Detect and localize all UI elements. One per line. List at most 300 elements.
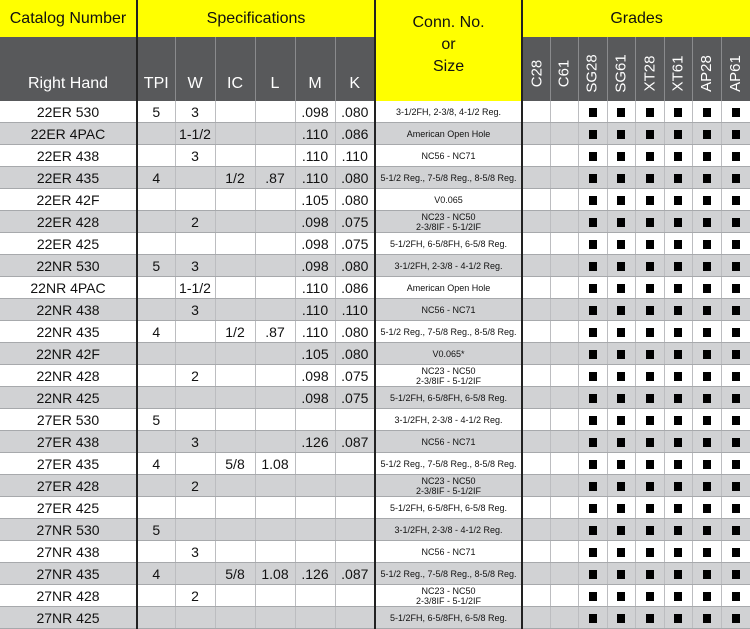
grade-cell-sg61: [607, 233, 635, 255]
spec-cell-ic: 1/2: [215, 321, 255, 343]
square-mark-icon: [674, 108, 682, 117]
spec-cell-w: [175, 343, 215, 365]
spec-cell-k: .110: [335, 299, 375, 321]
spec-cell-m: [295, 453, 335, 475]
square-mark-icon: [617, 130, 625, 139]
spec-cell-ic: 5/8: [215, 453, 255, 475]
table-row: [0, 431, 750, 453]
square-mark-icon: [732, 614, 740, 623]
catalog-number-cell: 22NR 425: [0, 387, 137, 409]
square-mark-icon: [674, 416, 682, 425]
spec-cell-m: [295, 409, 335, 431]
spec-cell-w: 3: [175, 145, 215, 167]
grade-col-header-xt61: [664, 37, 692, 101]
spec-cell-w: 1-1/2: [175, 277, 215, 299]
spec-cell-ic: [215, 211, 255, 233]
spec-cell-l: 1.08: [255, 563, 295, 585]
grade-cell-sg28: [578, 101, 607, 123]
square-mark-icon: [617, 438, 625, 447]
table-row: [0, 123, 750, 145]
grade-cell-c28: [522, 431, 550, 453]
conn-size-line: 2-3/8IF - 5-1/2IF: [416, 375, 482, 386]
grade-cell-sg28: [578, 343, 607, 365]
grade-col-header-ap61: [721, 37, 750, 101]
square-mark-icon: [732, 570, 740, 579]
grade-cell-ap61: [721, 387, 750, 409]
catalog-number-cell: 22ER 428: [0, 211, 137, 233]
conn-size-line: V0.065: [434, 194, 463, 205]
square-mark-icon: [646, 108, 654, 117]
grade-cell-sg61: [607, 453, 635, 475]
grade-cell-ap61: [721, 431, 750, 453]
grade-cell-c28: [522, 299, 550, 321]
square-mark-icon: [732, 372, 740, 381]
grade-cell-c61: [550, 299, 578, 321]
square-mark-icon: [589, 504, 597, 513]
spec-cell-tpi: [137, 299, 175, 321]
grade-cell-sg28: [578, 123, 607, 145]
spec-cell-m: [295, 607, 335, 629]
grade-cell-c61: [550, 189, 578, 211]
grade-cell-c61: [550, 475, 578, 497]
grade-cell-sg61: [607, 211, 635, 233]
grade-cell-xt28: [635, 541, 664, 563]
grade-cell-xt61: [664, 255, 692, 277]
grade-cell-xt61: [664, 409, 692, 431]
spec-cell-m: .105: [295, 189, 335, 211]
spec-cell-w: [175, 607, 215, 629]
grade-cell-sg28: [578, 475, 607, 497]
square-mark-icon: [674, 526, 682, 535]
grade-cell-c61: [550, 409, 578, 431]
spec-cell-k: .080: [335, 167, 375, 189]
spec-cell-ic: [215, 585, 255, 607]
grade-cell-c28: [522, 409, 550, 431]
square-mark-icon: [646, 504, 654, 513]
spec-cell-l: [255, 409, 295, 431]
spec-cell-w: 3: [175, 541, 215, 563]
spec-cell-tpi: [137, 585, 175, 607]
grade-cell-c61: [550, 365, 578, 387]
square-mark-icon: [646, 152, 654, 161]
grade-cell-xt28: [635, 167, 664, 189]
grade-cell-ap61: [721, 453, 750, 475]
conn-size-cell: [375, 453, 522, 475]
square-mark-icon: [674, 504, 682, 513]
spec-cell-l: [255, 585, 295, 607]
spec-cell-m: .098: [295, 387, 335, 409]
grade-cell-ap28: [692, 431, 721, 453]
conn-size-line: 5-1/2FH, 6-5/8FH, 6-5/8 Reg.: [390, 392, 508, 403]
square-mark-icon: [703, 130, 711, 139]
grade-cell-ap28: [692, 475, 721, 497]
grade-cell-sg61: [607, 299, 635, 321]
spec-cell-k: .075: [335, 211, 375, 233]
spec-cell-ic: [215, 123, 255, 145]
conn-size-line: 5-1/2FH, 6-5/8FH, 6-5/8 Reg.: [390, 238, 508, 249]
grade-cell-c28: [522, 233, 550, 255]
grade-cell-c61: [550, 519, 578, 541]
table-row: [0, 255, 750, 277]
conn-size-line: NC56 - NC71: [421, 436, 476, 447]
grade-cell-sg28: [578, 387, 607, 409]
square-mark-icon: [703, 482, 711, 491]
grade-cell-sg28: [578, 453, 607, 475]
square-mark-icon: [674, 196, 682, 205]
conn-size-cell: [375, 101, 522, 123]
spec-cell-w: [175, 387, 215, 409]
grade-cell-ap61: [721, 211, 750, 233]
square-mark-icon: [674, 306, 682, 315]
grade-cell-xt61: [664, 563, 692, 585]
grade-cell-xt61: [664, 343, 692, 365]
table-row: [0, 453, 750, 475]
conn-size-cell: [375, 519, 522, 541]
spec-cell-m: .110: [295, 321, 335, 343]
conn-size-line: 2-3/8IF - 5-1/2IF: [416, 595, 482, 606]
grade-cell-xt61: [664, 233, 692, 255]
grade-cell-c28: [522, 453, 550, 475]
grade-cell-xt61: [664, 299, 692, 321]
conn-size-cell: [375, 497, 522, 519]
spec-cell-w: [175, 189, 215, 211]
square-mark-icon: [646, 614, 654, 623]
grade-cell-sg61: [607, 497, 635, 519]
grade-cell-xt28: [635, 387, 664, 409]
spec-cell-w: [175, 409, 215, 431]
grade-cell-ap28: [692, 299, 721, 321]
square-mark-icon: [703, 504, 711, 513]
grade-cell-xt28: [635, 299, 664, 321]
square-mark-icon: [674, 482, 682, 491]
spec-cell-l: [255, 277, 295, 299]
conn-size-line: NC23 - NC50: [421, 475, 476, 486]
spec-col-header-tpi: TPI: [137, 37, 175, 101]
spec-cell-w: [175, 233, 215, 255]
grade-cell-c61: [550, 387, 578, 409]
spec-cell-m: .126: [295, 563, 335, 585]
square-mark-icon: [703, 570, 711, 579]
square-mark-icon: [732, 262, 740, 271]
square-mark-icon: [674, 174, 682, 183]
square-mark-icon: [617, 306, 625, 315]
catalog-number-cell: 22ER 425: [0, 233, 137, 255]
square-mark-icon: [617, 482, 625, 491]
grade-cell-ap61: [721, 497, 750, 519]
conn-size-cell: [375, 255, 522, 277]
square-mark-icon: [617, 416, 625, 425]
square-mark-icon: [646, 460, 654, 469]
square-mark-icon: [646, 130, 654, 139]
square-mark-icon: [646, 438, 654, 447]
spec-cell-k: .080: [335, 189, 375, 211]
conn-size-cell: [375, 233, 522, 255]
square-mark-icon: [589, 570, 597, 579]
spec-cell-k: .087: [335, 431, 375, 453]
spec-cell-l: [255, 497, 295, 519]
grade-cell-c61: [550, 255, 578, 277]
grade-cell-sg61: [607, 343, 635, 365]
grade-cell-ap61: [721, 277, 750, 299]
square-mark-icon: [703, 108, 711, 117]
catalog-number-cell: 22NR 530: [0, 255, 137, 277]
conn-size-line: NC56 - NC71: [421, 546, 476, 557]
square-mark-icon: [589, 592, 597, 601]
grade-cell-xt61: [664, 123, 692, 145]
grade-cell-ap61: [721, 475, 750, 497]
spec-cell-m: [295, 519, 335, 541]
conn-size-cell: [375, 387, 522, 409]
square-mark-icon: [674, 262, 682, 271]
spec-cell-tpi: [137, 123, 175, 145]
spec-cell-w: 3: [175, 255, 215, 277]
square-mark-icon: [732, 416, 740, 425]
spec-cell-tpi: [137, 233, 175, 255]
square-mark-icon: [646, 416, 654, 425]
conn-size-line: 3-1/2FH, 2-3/8 - 4-1/2 Reg.: [394, 524, 503, 535]
grade-cell-xt61: [664, 365, 692, 387]
grade-cell-sg28: [578, 255, 607, 277]
square-mark-icon: [646, 482, 654, 491]
spec-cell-w: 2: [175, 211, 215, 233]
grade-cell-c61: [550, 123, 578, 145]
square-mark-icon: [732, 504, 740, 513]
grade-cell-c61: [550, 563, 578, 585]
spec-cell-w: 1-1/2: [175, 123, 215, 145]
grade-col-header-ap28: [692, 37, 721, 101]
square-mark-icon: [617, 372, 625, 381]
grade-cell-ap28: [692, 497, 721, 519]
grade-cell-sg28: [578, 145, 607, 167]
conn-size-header: [375, 0, 522, 101]
catalog-number-cell: 27NR 438: [0, 541, 137, 563]
grade-cell-sg28: [578, 585, 607, 607]
square-mark-icon: [703, 328, 711, 337]
spec-cell-w: 3: [175, 101, 215, 123]
grade-cell-ap61: [721, 167, 750, 189]
grade-cell-ap28: [692, 123, 721, 145]
spec-cell-w: [175, 167, 215, 189]
grade-cell-c28: [522, 167, 550, 189]
grade-cell-sg28: [578, 607, 607, 629]
table-row: [0, 211, 750, 233]
spec-col-header-m: M: [295, 37, 335, 101]
conn-size-cell: [375, 189, 522, 211]
grade-cell-c61: [550, 585, 578, 607]
conn-size-cell: [375, 343, 522, 365]
spec-cell-m: .105: [295, 343, 335, 365]
spec-col-header-w: W: [175, 37, 215, 101]
square-mark-icon: [674, 394, 682, 403]
grade-cell-c61: [550, 321, 578, 343]
catalog-number-cell: 22NR 42F: [0, 343, 137, 365]
square-mark-icon: [732, 152, 740, 161]
grade-col-header-c28: [522, 37, 550, 101]
spec-cell-tpi: [137, 475, 175, 497]
catalog-number-cell: 27ER 428: [0, 475, 137, 497]
grade-cell-ap28: [692, 519, 721, 541]
square-mark-icon: [646, 526, 654, 535]
grade-col-header-xt28: [635, 37, 664, 101]
table-row: [0, 343, 750, 365]
square-mark-icon: [732, 526, 740, 535]
spec-cell-l: [255, 343, 295, 365]
square-mark-icon: [703, 306, 711, 315]
spec-cell-l: [255, 519, 295, 541]
spec-cell-k: [335, 519, 375, 541]
spec-cell-k: [335, 475, 375, 497]
spec-cell-ic: [215, 189, 255, 211]
grade-col-label: SG61: [612, 53, 630, 93]
square-mark-icon: [674, 548, 682, 557]
spec-cell-tpi: [137, 277, 175, 299]
grade-cell-ap28: [692, 211, 721, 233]
grade-col-label: C28: [527, 59, 545, 87]
grade-cell-c28: [522, 343, 550, 365]
square-mark-icon: [589, 526, 597, 535]
spec-cell-l: [255, 233, 295, 255]
spec-cell-k: .086: [335, 277, 375, 299]
grade-cell-ap28: [692, 343, 721, 365]
spec-cell-tpi: [137, 607, 175, 629]
grade-cell-sg61: [607, 541, 635, 563]
square-mark-icon: [589, 328, 597, 337]
square-mark-icon: [617, 460, 625, 469]
square-mark-icon: [703, 152, 711, 161]
spec-cell-k: .075: [335, 387, 375, 409]
spec-cell-k: .075: [335, 233, 375, 255]
square-mark-icon: [703, 394, 711, 403]
grade-cell-c28: [522, 277, 550, 299]
square-mark-icon: [646, 592, 654, 601]
spec-cell-ic: [215, 299, 255, 321]
grade-cell-xt61: [664, 497, 692, 519]
spec-cell-l: [255, 189, 295, 211]
square-mark-icon: [703, 218, 711, 227]
catalog-number-cell: 22ER 42F: [0, 189, 137, 211]
spec-cell-ic: [215, 255, 255, 277]
spec-cell-l: [255, 299, 295, 321]
catalog-number-cell: 22ER 530: [0, 101, 137, 123]
conn-size-line: 5-1/2 Reg., 7-5/8 Reg., 8-5/8 Reg.: [380, 568, 517, 579]
conn-size-cell: [375, 607, 522, 629]
spec-col-header-ic: IC: [215, 37, 255, 101]
square-mark-icon: [703, 438, 711, 447]
table-row: [0, 101, 750, 123]
square-mark-icon: [703, 372, 711, 381]
conn-size-cell: [375, 299, 522, 321]
grade-cell-c28: [522, 585, 550, 607]
grade-cell-sg61: [607, 585, 635, 607]
grade-cell-ap61: [721, 365, 750, 387]
square-mark-icon: [617, 350, 625, 359]
square-mark-icon: [617, 174, 625, 183]
grade-cell-sg28: [578, 277, 607, 299]
conn-size-cell: [375, 431, 522, 453]
grades-header: Grades: [522, 0, 750, 37]
conn-size-line: 5-1/2FH, 6-5/8FH, 6-5/8 Reg.: [390, 612, 508, 623]
grade-cell-ap28: [692, 387, 721, 409]
square-mark-icon: [732, 350, 740, 359]
spec-cell-ic: [215, 541, 255, 563]
grade-cell-sg61: [607, 519, 635, 541]
square-mark-icon: [674, 438, 682, 447]
spec-cell-l: [255, 541, 295, 563]
spec-cell-k: [335, 453, 375, 475]
spec-cell-k: [335, 607, 375, 629]
conn-size-cell: [375, 365, 522, 387]
spec-cell-m: .098: [295, 365, 335, 387]
catalog-number-cell: 27ER 425: [0, 497, 137, 519]
grade-cell-c61: [550, 101, 578, 123]
grade-cell-c61: [550, 541, 578, 563]
spec-col-header-l: L: [255, 37, 295, 101]
square-mark-icon: [617, 614, 625, 623]
spec-cell-tpi: 4: [137, 321, 175, 343]
table-row: [0, 585, 750, 607]
grade-cell-c61: [550, 145, 578, 167]
square-mark-icon: [732, 130, 740, 139]
spec-cell-l: .87: [255, 321, 295, 343]
catalog-number-cell: 27ER 435: [0, 453, 137, 475]
square-mark-icon: [732, 548, 740, 557]
grade-cell-ap28: [692, 145, 721, 167]
catalog-number-cell: 22NR 428: [0, 365, 137, 387]
grade-cell-xt28: [635, 101, 664, 123]
spec-cell-l: [255, 101, 295, 123]
grade-col-label: XT61: [669, 55, 687, 91]
grade-cell-xt28: [635, 585, 664, 607]
grade-cell-c28: [522, 563, 550, 585]
table-row: [0, 475, 750, 497]
grade-cell-xt28: [635, 211, 664, 233]
grade-cell-xt61: [664, 101, 692, 123]
square-mark-icon: [617, 262, 625, 271]
conn-size-line: NC23 - NC50: [421, 365, 476, 376]
spec-cell-l: [255, 607, 295, 629]
grade-cell-xt28: [635, 453, 664, 475]
grade-cell-sg61: [607, 475, 635, 497]
square-mark-icon: [617, 394, 625, 403]
grade-cell-xt28: [635, 475, 664, 497]
square-mark-icon: [703, 592, 711, 601]
spec-cell-m: [295, 585, 335, 607]
spec-cell-ic: [215, 145, 255, 167]
square-mark-icon: [589, 108, 597, 117]
conn-size-cell: [375, 563, 522, 585]
spec-cell-w: [175, 453, 215, 475]
square-mark-icon: [674, 328, 682, 337]
spec-cell-w: 2: [175, 585, 215, 607]
grade-cell-xt61: [664, 145, 692, 167]
conn-size-line: 5-1/2 Reg., 7-5/8 Reg., 8-5/8 Reg.: [380, 458, 517, 469]
spec-cell-ic: [215, 277, 255, 299]
grade-cell-sg28: [578, 541, 607, 563]
grade-cell-ap28: [692, 101, 721, 123]
conn-size-cell: [375, 145, 522, 167]
square-mark-icon: [703, 284, 711, 293]
spec-cell-ic: [215, 387, 255, 409]
conn-line3: Size: [432, 58, 465, 75]
table-row: [0, 519, 750, 541]
conn-size-line: NC56 - NC71: [421, 150, 476, 161]
grade-col-label: XT28: [641, 55, 659, 91]
grade-col-label: SG28: [584, 53, 602, 93]
square-mark-icon: [589, 482, 597, 491]
grade-cell-c28: [522, 189, 550, 211]
conn-size-cell: [375, 277, 522, 299]
square-mark-icon: [589, 284, 597, 293]
